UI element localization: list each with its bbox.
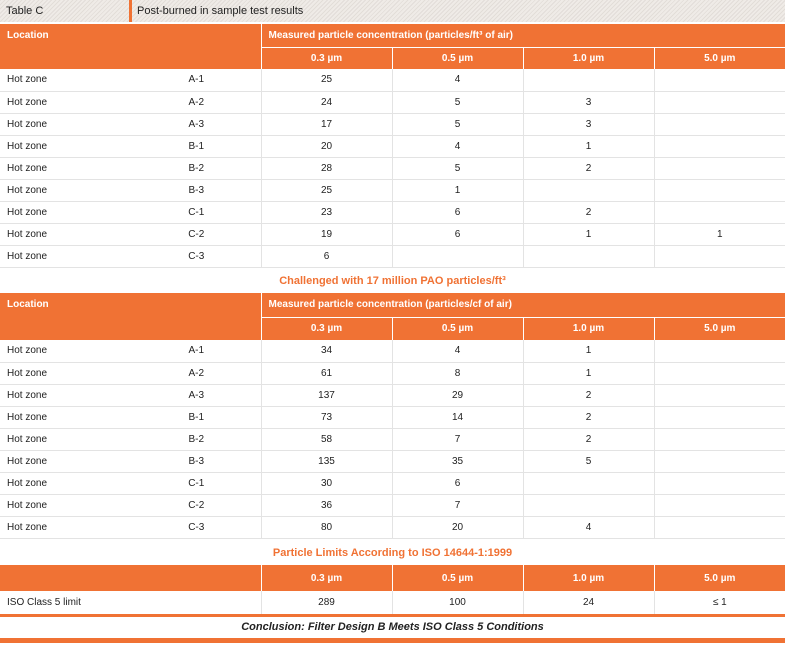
table-row (0, 113, 785, 135)
location-cell: Hot zone (0, 428, 132, 450)
sample-id-cell: A-3 (132, 384, 261, 406)
size-header: 1.0 µm (523, 47, 654, 69)
value-cell: 25 (261, 179, 392, 201)
value-cell: 73 (261, 406, 392, 428)
size-header: 5.0 µm (654, 565, 785, 591)
value-cell: 5 (392, 91, 523, 113)
value-cell: 1 (523, 223, 654, 245)
limits-label: ISO Class 5 limit (0, 591, 261, 615)
value-cell (523, 472, 654, 494)
sample-id-cell: C-3 (132, 245, 261, 267)
location-cell: Hot zone (0, 406, 132, 428)
value-cell (654, 113, 785, 135)
sample-id-cell: A-2 (132, 362, 261, 384)
value-cell (523, 69, 654, 91)
value-cell: 1 (654, 223, 785, 245)
value-cell: 6 (392, 201, 523, 223)
sample-id-cell: B-2 (132, 157, 261, 179)
bottom-rule (0, 638, 785, 643)
limit-value: ≤ 1 (654, 591, 785, 615)
table-row (0, 91, 785, 113)
value-cell: 61 (261, 362, 392, 384)
location-header: Location (0, 293, 261, 340)
location-cell: Hot zone (0, 245, 132, 267)
sample-id-cell: C-2 (132, 494, 261, 516)
table-row (0, 179, 785, 201)
value-cell (654, 135, 785, 157)
value-cell: 25 (261, 69, 392, 91)
size-header: 0.3 µm (261, 317, 392, 340)
table-row (0, 384, 785, 406)
value-cell: 2 (523, 384, 654, 406)
value-cell: 5 (523, 450, 654, 472)
sample-id-cell: C-1 (132, 201, 261, 223)
table-row (0, 201, 785, 223)
sample-id-cell: A-1 (132, 340, 261, 362)
table-row (0, 340, 785, 362)
sample-id-cell: A-3 (132, 113, 261, 135)
value-cell: 35 (392, 450, 523, 472)
value-cell (654, 428, 785, 450)
location-cell: Hot zone (0, 69, 132, 91)
measured-header: Measured particle concentration (particles/ft³ of air) (261, 24, 785, 47)
value-cell (654, 450, 785, 472)
location-header: Location (0, 24, 261, 69)
value-cell (654, 516, 785, 538)
results-table-2 (0, 293, 785, 539)
size-header: 1.0 µm (523, 317, 654, 340)
sample-id-cell: C-2 (132, 223, 261, 245)
location-cell: Hot zone (0, 450, 132, 472)
value-cell (654, 245, 785, 267)
value-cell: 3 (523, 91, 654, 113)
value-cell: 4 (392, 135, 523, 157)
location-cell: Hot zone (0, 113, 132, 135)
value-cell: 6 (392, 223, 523, 245)
results-body-1 (0, 69, 785, 267)
value-cell: 6 (392, 472, 523, 494)
table-row (0, 472, 785, 494)
value-cell: 29 (392, 384, 523, 406)
value-cell: 4 (392, 69, 523, 91)
value-cell (523, 179, 654, 201)
sample-id-cell: B-1 (132, 135, 261, 157)
table-row (0, 516, 785, 538)
location-cell: Hot zone (0, 516, 132, 538)
table-row (0, 245, 785, 267)
size-header: 0.3 µm (261, 47, 392, 69)
location-cell: Hot zone (0, 157, 132, 179)
location-cell: Hot zone (0, 135, 132, 157)
sample-id-cell: A-2 (132, 91, 261, 113)
value-cell: 4 (523, 516, 654, 538)
size-header: 0.3 µm (261, 565, 392, 591)
sample-id-cell: B-1 (132, 406, 261, 428)
value-cell: 137 (261, 384, 392, 406)
sample-id-cell: C-3 (132, 516, 261, 538)
sample-id-cell: B-3 (132, 450, 261, 472)
value-cell: 24 (261, 91, 392, 113)
sample-id-cell: B-2 (132, 428, 261, 450)
value-cell: 1 (523, 340, 654, 362)
value-cell: 17 (261, 113, 392, 135)
table-row (0, 69, 785, 91)
value-cell (654, 91, 785, 113)
location-cell: Hot zone (0, 384, 132, 406)
table-label: Table C (6, 5, 44, 17)
value-cell (654, 157, 785, 179)
value-cell: 135 (261, 450, 392, 472)
value-cell: 7 (392, 494, 523, 516)
value-cell: 14 (392, 406, 523, 428)
value-cell: 80 (261, 516, 392, 538)
value-cell: 2 (523, 201, 654, 223)
table-row (0, 450, 785, 472)
location-cell: Hot zone (0, 494, 132, 516)
value-cell (654, 494, 785, 516)
table-row (0, 157, 785, 179)
value-cell: 2 (523, 406, 654, 428)
sample-id-cell: C-1 (132, 472, 261, 494)
table-row (0, 362, 785, 384)
sample-id-cell: B-3 (132, 179, 261, 201)
title-separator (129, 0, 132, 22)
value-cell: 36 (261, 494, 392, 516)
size-header: 5.0 µm (654, 47, 785, 69)
value-cell: 19 (261, 223, 392, 245)
size-header: 0.5 µm (392, 565, 523, 591)
value-cell (523, 245, 654, 267)
value-cell (654, 340, 785, 362)
value-cell: 30 (261, 472, 392, 494)
value-cell: 4 (392, 340, 523, 362)
value-cell: 1 (392, 179, 523, 201)
value-cell: 20 (261, 135, 392, 157)
value-cell (654, 201, 785, 223)
value-cell (654, 69, 785, 91)
location-cell: Hot zone (0, 340, 132, 362)
location-cell: Hot zone (0, 223, 132, 245)
value-cell (654, 384, 785, 406)
results-body-2 (0, 340, 785, 538)
location-cell: Hot zone (0, 91, 132, 113)
value-cell (523, 494, 654, 516)
sample-id-cell: A-1 (132, 69, 261, 91)
value-cell: 5 (392, 157, 523, 179)
value-cell: 58 (261, 428, 392, 450)
location-cell: Hot zone (0, 472, 132, 494)
measured-header: Measured particle concentration (particles/cf of air) (261, 293, 785, 317)
table-row (0, 135, 785, 157)
value-cell (654, 362, 785, 384)
value-cell (654, 179, 785, 201)
table-title: Post-burned in sample test results (137, 5, 304, 17)
challenge-title: Challenged with 17 million PAO particles/ft³ (279, 275, 506, 287)
value-cell: 6 (261, 245, 392, 267)
limits-table (0, 565, 785, 617)
location-cell: Hot zone (0, 362, 132, 384)
limit-value: 24 (523, 591, 654, 615)
value-cell: 5 (392, 113, 523, 135)
table-row (0, 494, 785, 516)
value-cell (392, 245, 523, 267)
location-cell: Hot zone (0, 179, 132, 201)
value-cell: 2 (523, 157, 654, 179)
table-row (0, 428, 785, 450)
value-cell: 20 (392, 516, 523, 538)
value-cell: 23 (261, 201, 392, 223)
value-cell (654, 472, 785, 494)
table-row (0, 223, 785, 245)
size-header: 0.5 µm (392, 317, 523, 340)
value-cell: 1 (523, 135, 654, 157)
value-cell: 8 (392, 362, 523, 384)
table-title-bar (0, 0, 785, 22)
value-cell (654, 406, 785, 428)
size-header: 5.0 µm (654, 317, 785, 340)
conclusion-text: Conclusion: Filter Design B Meets ISO Class 5 Conditions (241, 621, 544, 633)
value-cell: 34 (261, 340, 392, 362)
value-cell: 1 (523, 362, 654, 384)
limits-title: Particle Limits According to ISO 14644-1:1999 (272, 547, 513, 559)
table-row (0, 406, 785, 428)
value-cell: 3 (523, 113, 654, 135)
value-cell: 28 (261, 157, 392, 179)
location-cell: Hot zone (0, 201, 132, 223)
limit-value: 289 (261, 591, 392, 615)
results-table-1 (0, 24, 785, 268)
value-cell: 7 (392, 428, 523, 450)
limits-header-blank (0, 565, 261, 591)
limit-value: 100 (392, 591, 523, 615)
value-cell: 2 (523, 428, 654, 450)
size-header: 1.0 µm (523, 565, 654, 591)
size-header: 0.5 µm (392, 47, 523, 69)
